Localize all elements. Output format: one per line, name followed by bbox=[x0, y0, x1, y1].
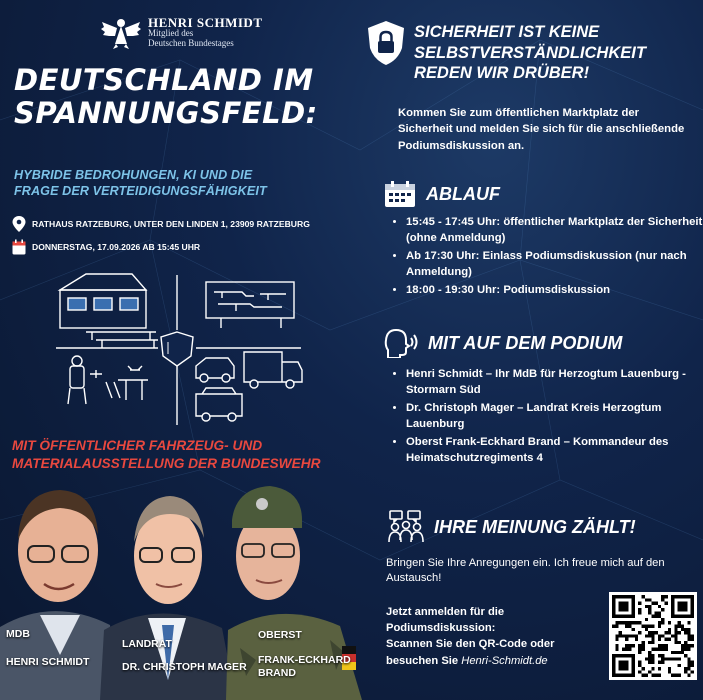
location-text: RATHAUS RATZEBURG, UNTER DEN LINDEN 1, 23909 RATZEBURG bbox=[32, 219, 310, 229]
website-link[interactable]: Henri-Schmidt.de bbox=[461, 654, 548, 667]
calendar-icon bbox=[384, 180, 416, 208]
date-text: DONNERSTAG, 17.09.2026 AB 15:45 UHR bbox=[32, 242, 201, 252]
qr-code-pattern bbox=[612, 595, 694, 677]
gear-and-drone-icon bbox=[68, 356, 148, 404]
shield-lock-icon bbox=[366, 20, 406, 66]
registration-text bbox=[386, 604, 606, 669]
calendar-icon bbox=[12, 239, 26, 255]
main-title bbox=[14, 64, 334, 130]
label-henri-name: HENRI SCHMIDT bbox=[6, 656, 90, 668]
equipment-illustration bbox=[46, 270, 308, 430]
podium-list bbox=[388, 366, 703, 467]
main-subtitle-line-2: FRAGE DER VERTEIDIGUNGSFÄHIGKEIT bbox=[14, 184, 267, 199]
ablauf-title: ABLAUF bbox=[426, 183, 500, 204]
main-title-line-2: SPANNUNGSFELD: bbox=[14, 95, 318, 130]
label-brand-role: OBERST bbox=[258, 629, 302, 641]
register-line-1: Jetzt anmelden für die bbox=[386, 606, 505, 618]
qr-code[interactable] bbox=[609, 592, 697, 680]
security-text: Kommen Sie zum öffentlichen Marktplatz der Sicherheit und melden Sie sich für die anschließende Podiumsdiskussion an. bbox=[398, 107, 685, 152]
ablauf-item: • Ab 17:30 Uhr: Einlass Podiumsdiskussion (nur nach Anmeldung) bbox=[406, 248, 703, 281]
location-row bbox=[12, 216, 310, 232]
podium-item: • Dr. Christoph Mager – Landrat Kreis Herzogtum Lauenburg bbox=[406, 400, 703, 433]
exhibition-notice bbox=[12, 437, 342, 473]
logo-name: HENRI SCHMIDT bbox=[148, 14, 263, 30]
logo-subtitle-2: Deutschen Bundestages bbox=[148, 37, 234, 48]
shield-icon bbox=[161, 332, 193, 366]
exhibition-line-2: MATERIALAUSSTELLUNG DER BUNDESWEHR bbox=[12, 455, 321, 471]
exhibition-line-1: MIT ÖFFENTLICHER FAHRZEUG- UND bbox=[12, 438, 263, 453]
register-line-2: Podiumsdiskussion: bbox=[386, 622, 496, 635]
security-title-1: SICHERHEIT IST KEINE bbox=[414, 23, 600, 41]
label-henri-role: MDB bbox=[6, 628, 30, 640]
ablauf-item: • 18:00 - 19:30 Uhr: Podiumsdiskussion bbox=[406, 282, 703, 298]
register-line-3: Scannen Sie den QR-Code oder bbox=[386, 638, 555, 651]
main-subtitle bbox=[14, 167, 334, 200]
weapons-board-icon bbox=[206, 282, 294, 328]
register-line-4-prefix: besuchen Sie bbox=[386, 654, 462, 667]
tent-icon bbox=[60, 274, 158, 348]
main-title-line-1: DEUTSCHLAND IM bbox=[14, 63, 314, 97]
ablauf-list bbox=[388, 214, 703, 299]
label-brand-name bbox=[258, 654, 351, 680]
main-subtitle-line-1: HYBRIDE BEDROHUNGEN, KI UND DIE bbox=[14, 168, 253, 182]
podium-heading bbox=[384, 328, 622, 358]
label-brand-name-2: BRAND bbox=[258, 667, 296, 680]
security-title-2: SELBSTVERSTÄNDLICHKEIT bbox=[414, 43, 646, 62]
label-mager-name: DR. CHRISTOPH MAGER bbox=[122, 661, 247, 673]
podium-item: • Henri Schmidt – Ihr MdB für Herzogtum Lauenburg - Stormarn Süd bbox=[406, 366, 703, 399]
opinion-text: Bringen Sie Ihre Anregungen ein. Ich freue mich auf den Austausch! bbox=[386, 557, 665, 585]
group-chat-icon bbox=[388, 510, 424, 544]
date-row bbox=[12, 239, 200, 255]
security-title bbox=[414, 22, 694, 84]
label-mager-role: LANDRAT bbox=[122, 638, 172, 650]
eagle-icon bbox=[100, 14, 142, 50]
register-line-4 bbox=[386, 653, 606, 669]
ablauf-item: • 15:45 - 17:45 Uhr: öffentlicher Marktplatz der Sicherheit (ohne Anmeldung) bbox=[406, 214, 703, 247]
header-logo bbox=[100, 14, 263, 50]
opinion-title: IHRE MEINUNG ZÄHLT! bbox=[434, 516, 636, 537]
ablauf-heading bbox=[384, 180, 500, 208]
speaker-icon bbox=[384, 328, 418, 358]
logo-subtitle-1: Mitglied des bbox=[148, 28, 194, 39]
opinion-heading bbox=[388, 510, 636, 544]
podium-title: MIT AUF DEM PODIUM bbox=[428, 332, 623, 353]
label-brand-name-1: FRANK-ECKHARD bbox=[258, 654, 351, 666]
vehicles-icon bbox=[196, 352, 302, 421]
security-title-3: REDEN WIR DRÜBER! bbox=[414, 64, 590, 83]
location-icon bbox=[12, 216, 26, 232]
podium-item: • Oberst Frank-Eckhard Brand – Kommandeur des Heimatschutzregiments 4 bbox=[406, 434, 703, 467]
